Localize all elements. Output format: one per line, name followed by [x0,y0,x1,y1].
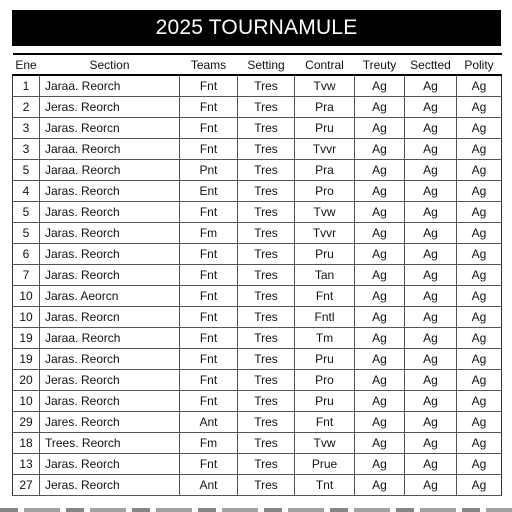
polity-cell: Ag [457,223,502,244]
row-number-cell: 5 [13,223,40,244]
table-row [13,307,502,328]
setting-cell: Tres [238,391,295,412]
polity-cell: Ag [457,454,502,475]
row-number-cell: 27 [13,475,40,496]
setting-cell: Tres [238,202,295,223]
section-cell: Jaras. Reorch [40,223,180,244]
setting-cell: Tres [238,160,295,181]
row-number-cell: 4 [13,181,40,202]
polity-cell: Ag [457,412,502,433]
row-number-cell: 19 [13,328,40,349]
setting-cell: Tres [238,265,295,286]
section-cell: Jaras. Reorcn [40,118,180,139]
row-number-cell: 5 [13,160,40,181]
teams-cell: Fnt [180,139,238,160]
setting-cell: Tres [238,244,295,265]
teams-cell: Fnt [180,391,238,412]
section-cell: Jeras. Reorch [40,370,180,391]
title-banner [12,10,501,46]
section-cell: Trees. Reorch [40,433,180,454]
teams-cell: Fnt [180,97,238,118]
treuty-cell: Ag [355,391,405,412]
table-row [13,391,502,412]
column-header: Contral [295,54,355,75]
setting-cell: Tres [238,370,295,391]
section-cell: Jaras. Aeorcn [40,286,180,307]
treuty-cell: Ag [355,97,405,118]
sectted-cell: Ag [405,328,457,349]
treuty-cell: Ag [355,75,405,97]
teams-cell: Pnt [180,160,238,181]
table-row [13,223,502,244]
sectted-cell: Ag [405,391,457,412]
header-row [13,54,502,75]
setting-cell: Tres [238,286,295,307]
section-cell: Jaras. Reorch [40,181,180,202]
polity-cell: Ag [457,202,502,223]
setting-cell: Tres [238,454,295,475]
contral-cell: Pro [295,181,355,202]
row-number-cell: 20 [13,370,40,391]
section-cell: Jeras. Reorch [40,97,180,118]
contral-cell: Pru [295,244,355,265]
polity-cell: Ag [457,391,502,412]
setting-cell: Tres [238,412,295,433]
setting-cell: Tres [238,223,295,244]
teams-cell: Ent [180,181,238,202]
treuty-cell: Ag [355,223,405,244]
sectted-cell: Ag [405,139,457,160]
contral-cell: Fnt [295,286,355,307]
page-title: 2025 TOURNAMULE [155,16,358,39]
contral-cell: Pru [295,391,355,412]
contral-cell: Pru [295,349,355,370]
sectted-cell: Ag [405,370,457,391]
polity-cell: Ag [457,349,502,370]
section-cell: Jaras. Reorch [40,265,180,286]
table-row [13,328,502,349]
section-cell: Jeras. Reorch [40,475,180,496]
contral-cell: Pru [295,118,355,139]
teams-cell: Fnt [180,370,238,391]
column-header: Section [40,54,180,75]
sectted-cell: Ag [405,181,457,202]
table-row [13,202,502,223]
sectted-cell: Ag [405,286,457,307]
polity-cell: Ag [457,139,502,160]
contral-cell: Prue [295,454,355,475]
sectted-cell: Ag [405,412,457,433]
section-cell: Jaraa. Reorch [40,328,180,349]
row-number-cell: 10 [13,307,40,328]
section-cell: Jaras. Reorch [40,391,180,412]
setting-cell: Tres [238,433,295,454]
table-row [13,75,502,97]
contral-cell: Tvvr [295,223,355,244]
teams-cell: Fnt [180,307,238,328]
column-header: Ene [13,54,40,75]
row-number-cell: 10 [13,286,40,307]
setting-cell: Tres [238,97,295,118]
row-number-cell: 10 [13,391,40,412]
table-row [13,286,502,307]
teams-cell: Fnt [180,328,238,349]
table-row [13,118,502,139]
teams-cell: Fnt [180,349,238,370]
polity-cell: Ag [457,307,502,328]
column-header: Teams [180,54,238,75]
column-header: Treuty [355,54,405,75]
section-cell: Jaras. Reorch [40,244,180,265]
polity-cell: Ag [457,328,502,349]
table-row [13,139,502,160]
row-number-cell: 5 [13,202,40,223]
polity-cell: Ag [457,75,502,97]
contral-cell: Pra [295,160,355,181]
teams-cell: Fnt [180,75,238,97]
polity-cell: Ag [457,286,502,307]
sectted-cell: Ag [405,244,457,265]
setting-cell: Tres [238,349,295,370]
setting-cell: Tres [238,118,295,139]
sectted-cell: Ag [405,307,457,328]
polity-cell: Ag [457,265,502,286]
treuty-cell: Ag [355,370,405,391]
treuty-cell: Ag [355,202,405,223]
setting-cell: Tres [238,139,295,160]
setting-cell: Tres [238,328,295,349]
row-number-cell: 6 [13,244,40,265]
teams-cell: Ant [180,475,238,496]
setting-cell: Tres [238,75,295,97]
teams-cell: Fnt [180,454,238,475]
sectted-cell: Ag [405,75,457,97]
sectted-cell: Ag [405,475,457,496]
row-number-cell: 3 [13,139,40,160]
treuty-cell: Ag [355,244,405,265]
contral-cell: Pro [295,370,355,391]
teams-cell: Fnt [180,265,238,286]
polity-cell: Ag [457,118,502,139]
table-row [13,181,502,202]
contral-cell: Tvw [295,75,355,97]
section-cell: Jaras. Reorch [40,349,180,370]
treuty-cell: Ag [355,454,405,475]
treuty-cell: Ag [355,433,405,454]
contral-cell: Fnt [295,412,355,433]
table-header [13,54,502,75]
section-cell: Jaras. Reorcn [40,307,180,328]
sectted-cell: Ag [405,454,457,475]
contral-cell: Tm [295,328,355,349]
contral-cell: Tvw [295,202,355,223]
polity-cell: Ag [457,244,502,265]
section-cell: Jares. Reorch [40,412,180,433]
sectted-cell: Ag [405,433,457,454]
polity-cell: Ag [457,475,502,496]
sectted-cell: Ag [405,349,457,370]
row-number-cell: 19 [13,349,40,370]
polity-cell: Ag [457,370,502,391]
setting-cell: Tres [238,307,295,328]
contral-cell: Tvw [295,433,355,454]
table-row [13,475,502,496]
treuty-cell: Ag [355,139,405,160]
tournament-table [12,53,502,496]
table-row [13,97,502,118]
row-number-cell: 3 [13,118,40,139]
section-cell: Jaraa. Reorch [40,139,180,160]
setting-cell: Tres [238,181,295,202]
section-cell: Jaras. Reorch [40,454,180,475]
table-row [13,265,502,286]
treuty-cell: Ag [355,307,405,328]
teams-cell: Fm [180,223,238,244]
treuty-cell: Ag [355,349,405,370]
treuty-cell: Ag [355,265,405,286]
contral-cell: Fntl [295,307,355,328]
table-row [13,244,502,265]
table-row [13,433,502,454]
section-cell: Jaraa. Reorch [40,75,180,97]
table-row [13,454,502,475]
sectted-cell: Ag [405,118,457,139]
setting-cell: Tres [238,475,295,496]
polity-cell: Ag [457,433,502,454]
treuty-cell: Ag [355,328,405,349]
section-cell: Jaraa. Reorch [40,160,180,181]
section-cell: Jaras. Reorch [40,202,180,223]
row-number-cell: 7 [13,265,40,286]
row-number-cell: 29 [13,412,40,433]
treuty-cell: Ag [355,286,405,307]
sectted-cell: Ag [405,97,457,118]
sectted-cell: Ag [405,223,457,244]
column-header: Sectted [405,54,457,75]
table-row [13,370,502,391]
contral-cell: Pra [295,97,355,118]
contral-cell: Tvvr [295,139,355,160]
row-number-cell: 13 [13,454,40,475]
page-bottom-edge [0,508,512,512]
teams-cell: Fnt [180,244,238,265]
sectted-cell: Ag [405,202,457,223]
teams-cell: Fnt [180,286,238,307]
teams-cell: Ant [180,412,238,433]
treuty-cell: Ag [355,475,405,496]
sectted-cell: Ag [405,160,457,181]
column-header: Polity [457,54,502,75]
polity-cell: Ag [457,97,502,118]
treuty-cell: Ag [355,412,405,433]
contral-cell: Tan [295,265,355,286]
sectted-cell: Ag [405,265,457,286]
table-body [13,75,502,496]
table-row [13,349,502,370]
polity-cell: Ag [457,160,502,181]
treuty-cell: Ag [355,160,405,181]
teams-cell: Fm [180,433,238,454]
treuty-cell: Ag [355,181,405,202]
column-header: Setting [238,54,295,75]
teams-cell: Fnt [180,118,238,139]
treuty-cell: Ag [355,118,405,139]
table-row [13,412,502,433]
row-number-cell: 2 [13,97,40,118]
table-row [13,160,502,181]
teams-cell: Fnt [180,202,238,223]
contral-cell: Tnt [295,475,355,496]
polity-cell: Ag [457,181,502,202]
row-number-cell: 1 [13,75,40,97]
row-number-cell: 18 [13,433,40,454]
